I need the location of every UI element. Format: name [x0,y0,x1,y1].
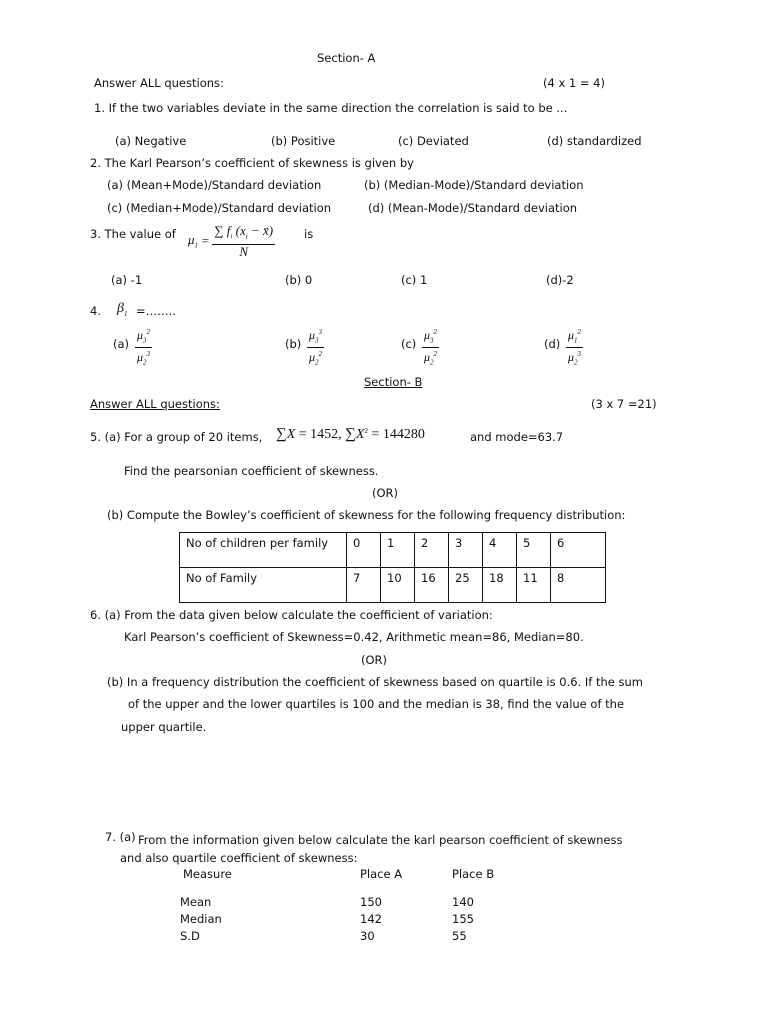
q6-or: (OR) [361,653,388,667]
table-cell: 5 [517,533,551,568]
q1-option-c: (c) Deviated [398,134,469,148]
q7-header-place-a: Place A [360,867,403,881]
table-cell: 4 [483,533,517,568]
q4-formula-c: $\frac{\mu_3^2}{\mu_2^2}$ [424,328,438,367]
q1-option-b: (b) Positive [271,134,336,148]
q2-option-b: (b) (Median-Mode)/Standard deviation [364,178,584,192]
q2-text: 2. The Karl Pearson’s coefficient of skewness is given by [90,156,414,170]
section-b-title: Section- B [364,375,423,389]
q6-a-data: Karl Pearson’s coefficient of Skewness=0.42, Arithmetic mean=86, Median=80. [124,630,584,644]
q7-row-label: S.D [180,929,200,943]
q4-prefix: 4. [90,304,101,318]
q4-formula-b: $\frac{\mu_3^3}{\mu_2^2}$ [309,328,323,367]
q7-row-value: 55 [452,929,467,943]
q5-a-prefix: 5. (a) For a group of 20 items, [90,430,263,444]
q7-row-value: 155 [452,912,474,926]
table-cell: 11 [517,568,551,603]
q7-row-value: 140 [452,895,474,909]
frequency-table [179,532,606,603]
q4-formula-d: $\frac{\mu_1^2}{\mu_2^3}$ [568,328,582,367]
q6-b-line2: of the upper and the lower quartiles is 100 and the median is 38, find the value of the [128,697,625,711]
q7-header-measure: Measure [183,867,232,881]
q5-a-sums: ∑X = 1452, $\sum X^2 = 144280$ [276,426,425,442]
q1-option-a: (a) Negative [115,134,187,148]
table-cell: 16 [415,568,449,603]
q7-line1: From the information given below calculate the karl pearson coefficient of skewness [138,833,623,847]
table-cell: 25 [449,568,483,603]
q5-a-suffix: and mode=63.7 [470,430,564,444]
q3-option-b: (b) 0 [285,273,313,287]
table-cell: 1 [381,533,415,568]
section-a-marks: (4 x 1 = 4) [543,76,605,90]
q5-or: (OR) [372,486,399,500]
q4-option-b: (b) [285,337,302,351]
q6-b-line3: upper quartile. [121,720,207,734]
q2-option-a: (a) (Mean+Mode)/Standard deviation [107,178,322,192]
table-cell-label: No of children per family [180,533,347,568]
table-cell: 10 [381,568,415,603]
q4-formula-a: $\frac{\mu_3^2}{\mu_2^3}$ [137,328,151,367]
q2-option-d: (d) (Mean-Mode)/Standard deviation [368,201,578,215]
table-cell: 7 [347,568,381,603]
section-b-marks: (3 x 7 =21) [591,397,657,411]
table-row [180,568,606,603]
q1-option-d: (d) standardized [547,134,642,148]
q4-option-c: (c) [401,337,417,351]
q3-formula: $\mu_1$ = $\frac{\sum f_i (x_i - x̄)}{N}$ [188,223,274,259]
q4-beta-symbol: $\beta_1$ [117,301,128,318]
q7-row-value: 142 [360,912,382,926]
q6-a-text: 6. (a) From the data given below calculate the coefficient of variation: [90,608,493,622]
table-row [180,533,606,568]
table-cell: 3 [449,533,483,568]
q4-option-a: (a) [113,337,130,351]
q1-text: 1. If the two variables deviate in the same direction the correlation is said to be ... [94,101,568,115]
table-cell: 8 [551,568,606,603]
q6-b-line1: (b) In a frequency distribution the coefficient of skewness based on quartile is 0.6. If the sum [107,675,643,689]
q7-header-place-b: Place B [452,867,495,881]
table-cell: 2 [415,533,449,568]
table-cell: 6 [551,533,606,568]
q3-option-a: (a) -1 [111,273,143,287]
section-a-title: Section- A [317,51,376,65]
sum-x2-value: 144280 [382,427,425,442]
q7-label: 7. (a) [105,830,136,844]
section-a-instruction: Answer ALL questions: [94,76,224,90]
table-cell: 18 [483,568,517,603]
q4-option-d: (d) [544,337,561,351]
q3-suffix: is [304,227,314,241]
q7-row-value: 150 [360,895,382,909]
q3-option-d: (d)-2 [546,273,574,287]
q3-prefix: 3. The value of [90,227,176,241]
q5-b-text: (b) Compute the Bowley’s coefficient of skewness for the following frequency distribution: [107,508,626,522]
section-b-instruction: Answer ALL questions: [90,397,220,411]
q4-suffix: =…….. [136,304,176,318]
q3-option-c: (c) 1 [401,273,428,287]
sum-x-value: 1452 [310,427,339,442]
q2-option-c: (c) (Median+Mode)/Standard deviation [107,201,332,215]
q7-line2: and also quartile coefficient of skewness: [120,851,358,865]
q5-a-task: Find the pearsonian coefficient of skewness. [124,464,379,478]
table-cell-label: No of Family [180,568,347,603]
table-cell: 0 [347,533,381,568]
q7-row-label: Median [180,912,222,926]
q7-row-value: 30 [360,929,375,943]
q7-row-label: Mean [180,895,212,909]
